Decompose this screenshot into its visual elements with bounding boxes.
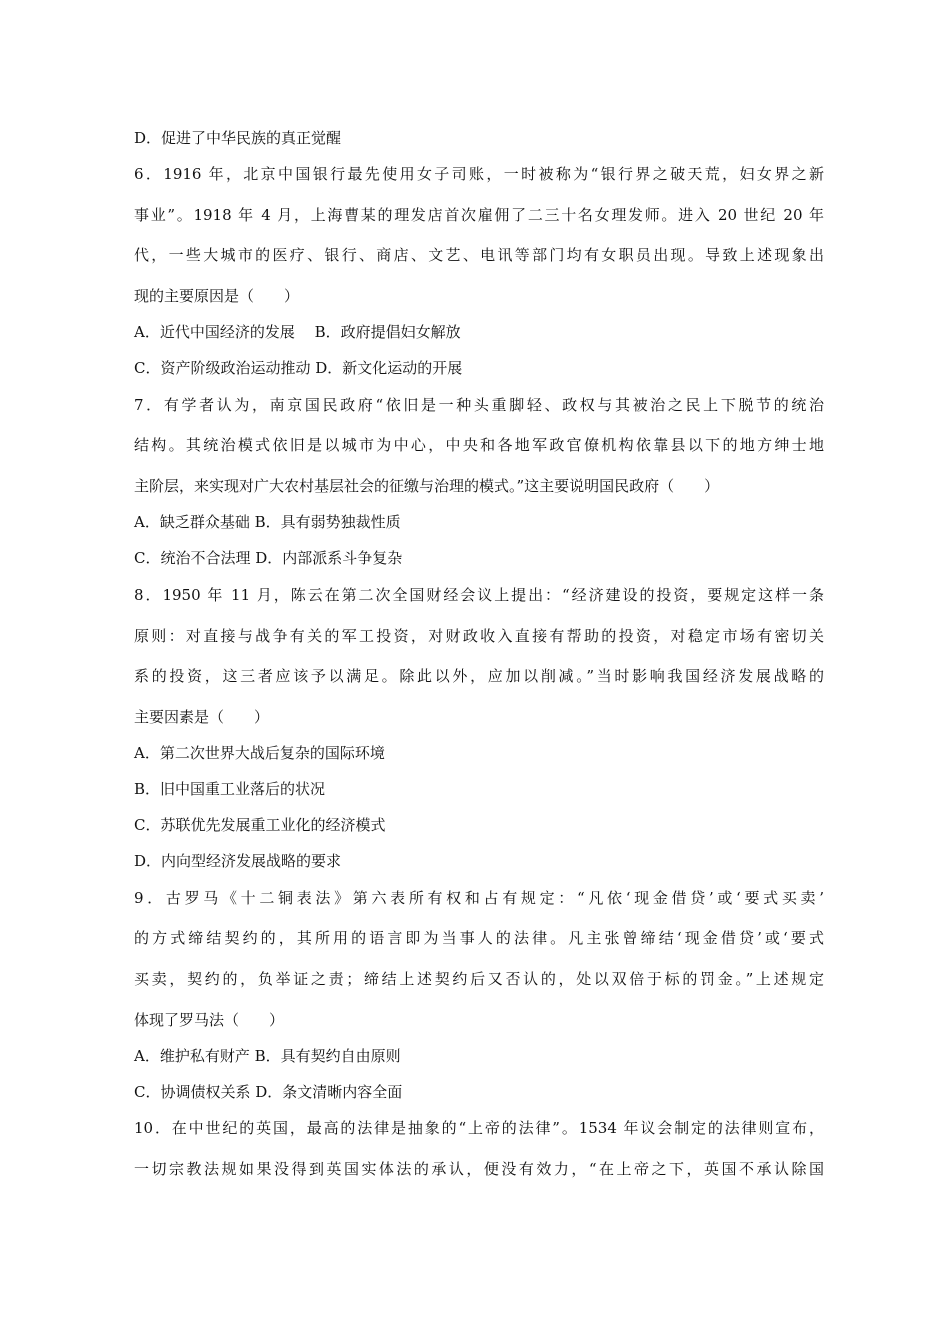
question-8-line: 主要因素是（ ） [134, 708, 270, 726]
option-line: C．资产阶级政治运动推动 D．新文化运动的开展 [134, 359, 463, 377]
question-7-line: 结构。其统治模式依旧是以城市为中心，中央和各地军政官僚机构依靠县以下的地方绅士地 [134, 436, 824, 454]
question-6-line: 代，一些大城市的医疗、银行、商店、文艺、电讯等部门均有女职员出现。导致上述现象出 [134, 246, 824, 264]
question-7-line: 主阶层，来实现对广大农村基层社会的征缴与治理的模式。”这主要说明国民政府（ ） [134, 477, 720, 495]
question-10-line: 一切宗教法规如果没得到英国实体法的承认，便没有效力，“在上帝之下，英国不承认除国 [134, 1160, 824, 1178]
question-9-line: 体现了罗马法（ ） [134, 1011, 285, 1029]
option-line: D．内向型经济发展战略的要求 [134, 852, 342, 870]
option-line: A．缺乏群众基础 B．具有弱势独裁性质 [134, 513, 401, 531]
option-line: A．维护私有财产 B．具有契约自由原则 [134, 1047, 401, 1065]
option-line: A．近代中国经济的发展 B．政府提倡妇女解放 [134, 323, 461, 341]
text-line: D．促进了中华民族的真正觉醒 [134, 129, 342, 147]
question-8-line: 系的投资，这三者应该予以满足。除此以外，应加以削减。”当时影响我国经济发展战略的 [134, 667, 824, 685]
question-10-line: 10．在中世纪的英国，最高的法律是抽象的“上帝的法律”。1534 年议会制定的法律则宣布， [134, 1119, 824, 1137]
option-line: C．苏联优先发展重工业化的经济模式 [134, 816, 386, 834]
option-line: C．协调债权关系 D．条文清晰内容全面 [134, 1083, 403, 1101]
option-line: A．第二次世界大战后复杂的国际环境 [134, 744, 385, 762]
question-6-line: 事业”。1918 年 4 月，上海曹某的理发店首次雇佣了二三十名女理发师。进入 20 世纪 20 年 [134, 206, 824, 224]
question-9-line: 的方式缔结契约的，其所用的语言即为当事人的法律。凡主张曾缔结‘现金借贷’或‘要式 [134, 929, 824, 947]
option-line: C．统治不合法理 D．内部派系斗争复杂 [134, 549, 403, 567]
question-8-line: 8．1950 年 11 月，陈云在第二次全国财经会议上提出：“经济建设的投资，要规定这样一条 [134, 586, 824, 604]
question-9-line: 9．古罗马《十二铜表法》第六表所有权和占有规定：“凡依‘现金借贷’或‘要式买卖’ [134, 889, 824, 907]
question-6-line: 现的主要原因是（ ） [134, 287, 300, 305]
question-8-line: 原则：对直接与战争有关的军工投资，对财政收入直接有帮助的投资，对稳定市场有密切关 [134, 627, 824, 645]
option-line: B．旧中国重工业落后的状况 [134, 780, 326, 798]
question-9-line: 买卖，契约的，负举证之责；缔结上述契约后又否认的，处以双倍于标的罚金。”上述规定 [134, 970, 824, 988]
question-7-line: 7．有学者认为，南京国民政府“依旧是一种头重脚轻、政权与其被治之民上下脱节的统治 [134, 396, 824, 414]
question-6-line: 6．1916 年，北京中国银行最先使用女子司账，一时被称为“银行界之破天荒，妇女界之新 [134, 165, 824, 183]
